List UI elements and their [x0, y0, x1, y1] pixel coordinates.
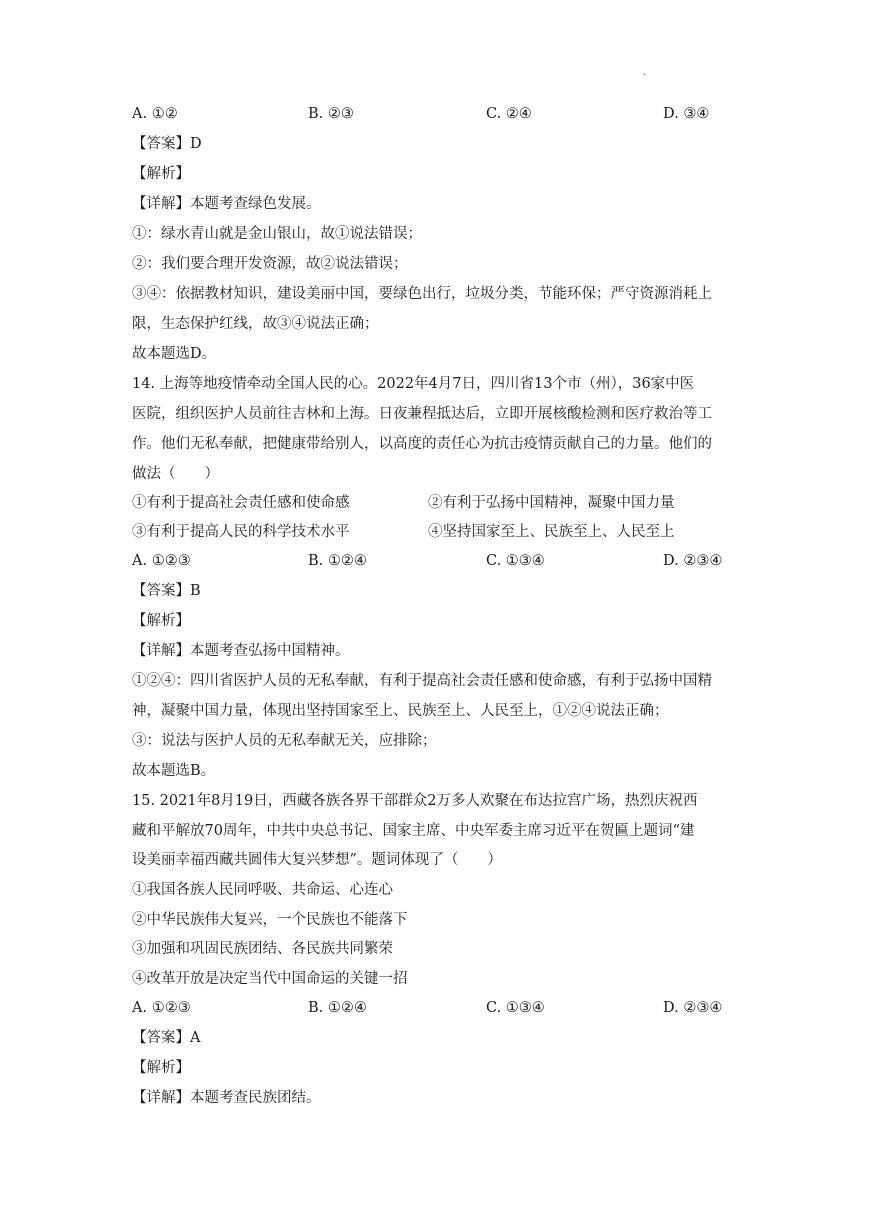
- q15-choice: ④改革开放是决定当代中国命运的关键一招: [132, 971, 408, 987]
- q15-option-d: D. ②③④: [663, 1000, 723, 1016]
- q14-choice-4: ④坚持国家至上、民族至上、人民至上: [428, 524, 675, 540]
- q13-option-a: A. ①②: [132, 106, 178, 122]
- q15-analysis-title: 【解析】: [132, 1060, 190, 1076]
- page-mark: ·: [643, 70, 647, 81]
- q14-stem-line: 医院，组织医护人员前往吉林和上海。日夜兼程抵达后，立即开展核酸检测和医疗救治等工: [132, 406, 712, 422]
- q14-choice-1: ①有利于提高社会责任感和使命感: [132, 495, 350, 511]
- q13-detail-line: ②：我们要合理开发资源，故②说法错误；: [132, 256, 408, 272]
- q15-option-c: C. ①③④: [486, 1000, 545, 1016]
- q15-option-b: B. ①②④: [308, 1000, 367, 1016]
- q14-choice-2: ②有利于弘扬中国精神，凝聚中国力量: [428, 495, 675, 511]
- q14-stem-line: 做法（ ）: [132, 466, 219, 482]
- q15-option-a: A. ①②③: [132, 1000, 191, 1016]
- q13-option-b: B. ②③: [308, 106, 354, 122]
- q14-detail-line: ①②④：四川省医护人员的无私奉献，有利于提高社会责任感和使命感，有利于弘扬中国精: [132, 673, 712, 689]
- q14-option-a: A. ①②③: [132, 553, 191, 569]
- q15-stem-line: 15. 2021年8月19日，西藏各族各界干部群众2万多人欢聚在布达拉宫广场，热烈庆祝西: [132, 793, 698, 809]
- q14-detail-line: 故本题选B。: [132, 763, 216, 779]
- q15-choice: ②中华民族伟大复兴，一个民族也不能落下: [132, 912, 408, 928]
- q13-analysis-title: 【解析】: [132, 166, 190, 182]
- q13-answer: 【答案】D: [132, 136, 202, 152]
- q14-option-d: D. ②③④: [663, 553, 723, 569]
- q15-options: [132, 998, 742, 1018]
- q14-answer: 【答案】B: [132, 583, 201, 599]
- q14-option-c: C. ①③④: [486, 553, 545, 569]
- q14-detail-line: ③：说法与医护人员的无私奉献无关，应排除；: [132, 733, 437, 749]
- q14-option-b: B. ①②④: [308, 553, 367, 569]
- q14-stem-line: 作。他们无私奉献，把健康带给别人，以高度的责任心为抗击疫情贡献自己的力量。他们的: [132, 436, 712, 452]
- q13-detail-line: 故本题选D。: [132, 346, 217, 362]
- q14-options: [132, 551, 742, 571]
- q13-option-c: C. ②④: [486, 106, 532, 122]
- q15-stem-line: 藏和平解放70周年，中共中央总书记、国家主席、中央军委主席习近平在贺匾上题词“建: [132, 823, 695, 839]
- q14-stem-line: 14. 上海等地疫情牵动全国人民的心。2022年4月7日，四川省13个市（州），36家中医: [132, 376, 695, 392]
- q13-detail-line: 【详解】本题考查绿色发展。: [132, 196, 321, 212]
- q13-detail-line: ①：绿水青山就是金山银山，故①说法错误；: [132, 226, 422, 242]
- q14-analysis-title: 【解析】: [132, 613, 190, 629]
- q15-detail-line: 【详解】本题考查民族团结。: [132, 1090, 321, 1106]
- q15-choice: ①我国各族人民同呼吸、共命运、心连心: [132, 882, 393, 898]
- q14-choice-3: ③有利于提高人民的科学技术水平: [132, 524, 350, 540]
- q15-choice: ③加强和巩固民族团结、各民族共同繁荣: [132, 941, 393, 957]
- q13-detail-line: ③④：依据教材知识，建设美丽中国，要绿色出行，垃圾分类，节能环保；严守资源消耗上: [132, 286, 712, 302]
- q13-options: [132, 104, 742, 124]
- q15-stem-line: 设美丽幸福西藏共圆伟大复兴梦想”。题词体现了（ ）: [132, 852, 502, 868]
- q14-detail-line: 神，凝聚中国力量，体现出坚持国家至上、民族至上、人民至上，①②④说法正确；: [132, 703, 669, 719]
- q14-choice-row: [132, 522, 752, 542]
- q13-option-d: D. ③④: [663, 106, 710, 122]
- q14-choice-row: [132, 493, 752, 513]
- q15-answer: 【答案】A: [132, 1030, 201, 1046]
- q14-detail-line: 【详解】本题考查弘扬中国精神。: [132, 643, 350, 659]
- q13-detail-line: 限，生态保护红线，故③④说法正确；: [132, 316, 379, 332]
